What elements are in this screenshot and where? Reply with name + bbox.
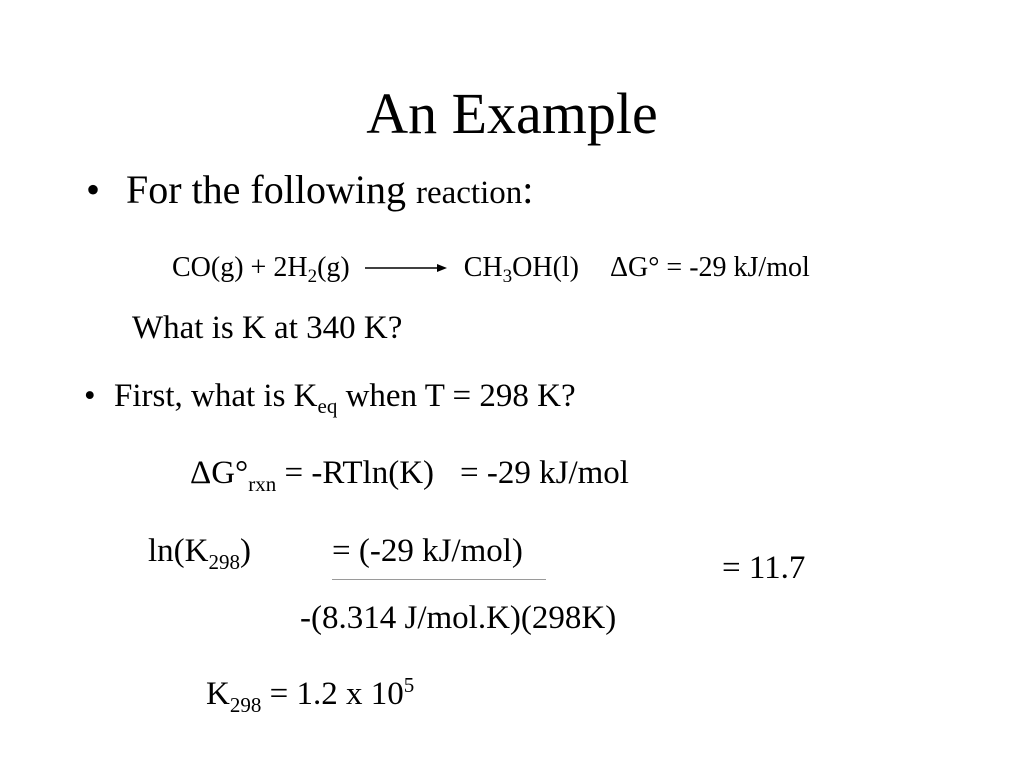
bullet-marker: • [84, 378, 96, 414]
ln-k-lhs [148, 533, 251, 574]
bullet-text-small: reaction [415, 175, 523, 211]
product-text: CH [463, 252, 503, 283]
eq2-lhs-after: ) [240, 533, 251, 569]
fraction-denominator: -(8.314 J/mol.K)(298K) [300, 600, 617, 636]
bullet-reaction-intro [86, 166, 533, 213]
eq1-lhs: ΔG° [190, 455, 249, 491]
reactant-text: CO(g) + 2H [172, 252, 308, 283]
fraction-numerator: = (-29 kJ/mol) [332, 533, 523, 569]
question-text: What is K at 340 K? [132, 310, 403, 346]
gibbs-equation [190, 455, 629, 496]
bullet-colon: : [522, 167, 534, 212]
reaction-arrow-icon [365, 258, 447, 278]
reactant-end: (g) [317, 252, 350, 283]
slide-title: An Example [366, 81, 658, 146]
eq3-middle: = 1.2 x 10 [261, 676, 404, 712]
bullet-keq-question [84, 378, 576, 418]
delta-g-value: ΔG° = -29 kJ/mol [610, 252, 810, 283]
eq2-lhs-subscript: 298 [208, 550, 240, 574]
reaction-equation [172, 252, 810, 287]
reactant-subscript: 2 [307, 266, 318, 287]
k298-result [206, 673, 415, 717]
eq3-exponent: 5 [403, 673, 415, 697]
eq2-lhs-before: ln(K [148, 533, 209, 569]
eq1-rhs: = -29 kJ/mol [460, 455, 629, 491]
bullet-text-large: For the following [126, 167, 416, 212]
bullet-marker: • [86, 167, 101, 212]
bullet2-subscript: eq [317, 394, 338, 418]
bullet2-text: First, what is K [114, 378, 318, 414]
fraction-bar [332, 579, 546, 580]
eq3-k-subscript: 298 [229, 693, 262, 717]
product-subscript: 3 [502, 266, 513, 287]
bullet2-text-after: when T = 298 K? [337, 378, 576, 414]
ln-k-result: = 11.7 [722, 550, 806, 586]
eq1-lhs-subscript: rxn [248, 472, 277, 496]
eq3-k: K [206, 676, 230, 712]
product-end: OH(l) [512, 252, 579, 283]
eq1-middle: = -RTln(K) [276, 455, 435, 491]
